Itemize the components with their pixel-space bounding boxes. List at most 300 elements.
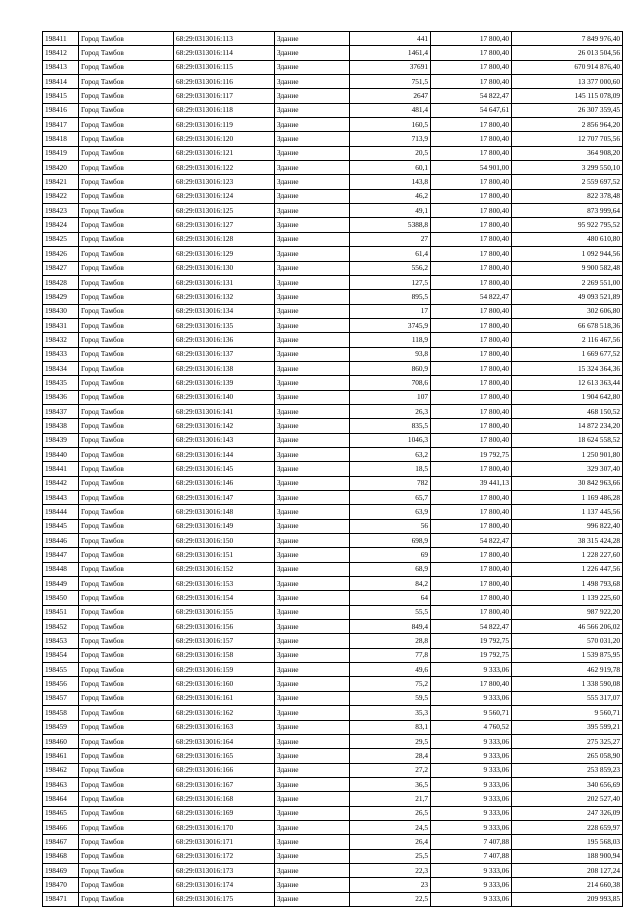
row-id-cell: 198451 xyxy=(43,605,79,619)
cadastral-number-cell: 68:29:0313016:121 xyxy=(174,146,275,160)
unit-value-cell: 17 800,40 xyxy=(431,404,512,418)
cadastral-value-cell: 1 338 590,08 xyxy=(512,677,623,691)
table-row xyxy=(43,605,623,619)
area-cell: 68,9 xyxy=(350,562,431,576)
cadastral-value-cell: 15 324 364,36 xyxy=(512,361,623,375)
cadastral-number-cell: 68:29:0313016:156 xyxy=(174,620,275,634)
locality-cell: Город Тамбов xyxy=(79,390,174,404)
area-cell: 1461,4 xyxy=(350,46,431,60)
object-type-cell: Здание xyxy=(275,878,350,892)
row-id-cell: 198432 xyxy=(43,333,79,347)
object-type-cell: Здание xyxy=(275,706,350,720)
row-id-cell: 198433 xyxy=(43,347,79,361)
unit-value-cell: 9 333,06 xyxy=(431,820,512,834)
unit-value-cell: 17 800,40 xyxy=(431,376,512,390)
row-id-cell: 198461 xyxy=(43,749,79,763)
cadastral-number-cell: 68:29:0313016:175 xyxy=(174,892,275,906)
object-type-cell: Здание xyxy=(275,89,350,103)
cadastral-value-cell: 1 250 901,80 xyxy=(512,447,623,461)
row-id-cell: 198440 xyxy=(43,447,79,461)
cadastral-value-cell: 996 822,40 xyxy=(512,519,623,533)
area-cell: 713,9 xyxy=(350,132,431,146)
cadastral-value-cell: 95 922 795,52 xyxy=(512,218,623,232)
area-cell: 63,9 xyxy=(350,505,431,519)
row-id-cell: 198413 xyxy=(43,60,79,74)
area-cell: 160,5 xyxy=(350,118,431,132)
unit-value-cell: 17 800,40 xyxy=(431,118,512,132)
row-id-cell: 198450 xyxy=(43,591,79,605)
object-type-cell: Здание xyxy=(275,347,350,361)
locality-cell: Город Тамбов xyxy=(79,792,174,806)
cadastral-value-cell: 66 678 518,36 xyxy=(512,318,623,332)
row-id-cell: 198471 xyxy=(43,892,79,906)
unit-value-cell: 9 333,06 xyxy=(431,749,512,763)
object-type-cell: Здание xyxy=(275,749,350,763)
unit-value-cell: 17 800,40 xyxy=(431,591,512,605)
row-id-cell: 198446 xyxy=(43,534,79,548)
cadastral-number-cell: 68:29:0313016:129 xyxy=(174,247,275,261)
cadastral-number-cell: 68:29:0313016:143 xyxy=(174,433,275,447)
cadastral-number-cell: 68:29:0313016:120 xyxy=(174,132,275,146)
cadastral-value-cell: 202 527,40 xyxy=(512,792,623,806)
row-id-cell: 198441 xyxy=(43,462,79,476)
cadastral-number-cell: 68:29:0313016:166 xyxy=(174,763,275,777)
locality-cell: Город Тамбов xyxy=(79,103,174,117)
row-id-cell: 198436 xyxy=(43,390,79,404)
unit-value-cell: 17 800,40 xyxy=(431,505,512,519)
area-cell: 27 xyxy=(350,232,431,246)
row-id-cell: 198459 xyxy=(43,720,79,734)
unit-value-cell: 17 800,40 xyxy=(431,677,512,691)
cadastral-number-cell: 68:29:0313016:148 xyxy=(174,505,275,519)
cadastral-value-cell: 987 922,20 xyxy=(512,605,623,619)
area-cell: 698,9 xyxy=(350,534,431,548)
area-cell: 21,7 xyxy=(350,792,431,806)
locality-cell: Город Тамбов xyxy=(79,60,174,74)
area-cell: 37691 xyxy=(350,60,431,74)
cadastral-value-cell: 670 914 876,40 xyxy=(512,60,623,74)
table-row xyxy=(43,290,623,304)
cadastral-value-cell: 395 599,21 xyxy=(512,720,623,734)
unit-value-cell: 17 800,40 xyxy=(431,433,512,447)
table-row xyxy=(43,32,623,46)
cadastral-number-cell: 68:29:0313016:149 xyxy=(174,519,275,533)
locality-cell: Город Тамбов xyxy=(79,605,174,619)
cadastral-number-cell: 68:29:0313016:124 xyxy=(174,189,275,203)
table-row xyxy=(43,534,623,548)
unit-value-cell: 4 760,52 xyxy=(431,720,512,734)
object-type-cell: Здание xyxy=(275,476,350,490)
object-type-cell: Здание xyxy=(275,232,350,246)
cadastral-number-cell: 68:29:0313016:163 xyxy=(174,720,275,734)
cadastral-number-cell: 68:29:0313016:174 xyxy=(174,878,275,892)
unit-value-cell: 17 800,40 xyxy=(431,132,512,146)
cadastral-number-cell: 68:29:0313016:139 xyxy=(174,376,275,390)
table-row xyxy=(43,648,623,662)
table-row xyxy=(43,749,623,763)
cadastral-value-cell: 9 560,71 xyxy=(512,706,623,720)
area-cell: 26,5 xyxy=(350,806,431,820)
area-cell: 5388,8 xyxy=(350,218,431,232)
row-id-cell: 198456 xyxy=(43,677,79,691)
row-id-cell: 198448 xyxy=(43,562,79,576)
unit-value-cell: 17 800,40 xyxy=(431,347,512,361)
locality-cell: Город Тамбов xyxy=(79,849,174,863)
unit-value-cell: 17 800,40 xyxy=(431,304,512,318)
row-id-cell: 198468 xyxy=(43,849,79,863)
cadastral-number-cell: 68:29:0313016:115 xyxy=(174,60,275,74)
object-type-cell: Здание xyxy=(275,792,350,806)
object-type-cell: Здание xyxy=(275,519,350,533)
locality-cell: Город Тамбов xyxy=(79,562,174,576)
row-id-cell: 198417 xyxy=(43,118,79,132)
cadastral-number-cell: 68:29:0313016:172 xyxy=(174,849,275,863)
cadastral-number-cell: 68:29:0313016:154 xyxy=(174,591,275,605)
table-row xyxy=(43,361,623,375)
cadastral-number-cell: 68:29:0313016:170 xyxy=(174,820,275,834)
cadastral-value-cell: 247 326,09 xyxy=(512,806,623,820)
row-id-cell: 198444 xyxy=(43,505,79,519)
unit-value-cell: 17 800,40 xyxy=(431,390,512,404)
row-id-cell: 198455 xyxy=(43,663,79,677)
locality-cell: Город Тамбов xyxy=(79,204,174,218)
cadastral-value-cell: 38 315 424,28 xyxy=(512,534,623,548)
row-id-cell: 198464 xyxy=(43,792,79,806)
table-row xyxy=(43,806,623,820)
object-type-cell: Здание xyxy=(275,648,350,662)
object-type-cell: Здание xyxy=(275,720,350,734)
row-id-cell: 198434 xyxy=(43,361,79,375)
row-id-cell: 198421 xyxy=(43,175,79,189)
object-type-cell: Здание xyxy=(275,806,350,820)
locality-cell: Город Тамбов xyxy=(79,505,174,519)
row-id-cell: 198426 xyxy=(43,247,79,261)
row-id-cell: 198415 xyxy=(43,89,79,103)
cadastral-number-cell: 68:29:0313016:151 xyxy=(174,548,275,562)
unit-value-cell: 7 407,88 xyxy=(431,849,512,863)
area-cell: 849,4 xyxy=(350,620,431,634)
cadastral-value-cell: 12 707 705,56 xyxy=(512,132,623,146)
area-cell: 49,6 xyxy=(350,663,431,677)
row-id-cell: 198466 xyxy=(43,820,79,834)
cadastral-value-cell: 462 919,78 xyxy=(512,663,623,677)
area-cell: 93,8 xyxy=(350,347,431,361)
object-type-cell: Здание xyxy=(275,376,350,390)
locality-cell: Город Тамбов xyxy=(79,548,174,562)
row-id-cell: 198452 xyxy=(43,620,79,634)
locality-cell: Город Тамбов xyxy=(79,361,174,375)
table-row xyxy=(43,706,623,720)
object-type-cell: Здание xyxy=(275,505,350,519)
unit-value-cell: 17 800,40 xyxy=(431,462,512,476)
row-id-cell: 198469 xyxy=(43,863,79,877)
cadastral-value-cell: 12 613 363,44 xyxy=(512,376,623,390)
cadastral-number-cell: 68:29:0313016:127 xyxy=(174,218,275,232)
area-cell: 63,2 xyxy=(350,447,431,461)
table-row xyxy=(43,75,623,89)
area-cell: 77,8 xyxy=(350,648,431,662)
data-table xyxy=(42,31,623,907)
locality-cell: Город Тамбов xyxy=(79,878,174,892)
locality-cell: Город Тамбов xyxy=(79,519,174,533)
area-cell: 69 xyxy=(350,548,431,562)
unit-value-cell: 17 800,40 xyxy=(431,333,512,347)
table-row xyxy=(43,60,623,74)
locality-cell: Город Тамбов xyxy=(79,648,174,662)
cadastral-value-cell: 2 269 551,00 xyxy=(512,275,623,289)
locality-cell: Город Тамбов xyxy=(79,290,174,304)
object-type-cell: Здание xyxy=(275,820,350,834)
cadastral-value-cell: 1 498 793,68 xyxy=(512,577,623,591)
row-id-cell: 198429 xyxy=(43,290,79,304)
row-id-cell: 198411 xyxy=(43,32,79,46)
area-cell: 3745,9 xyxy=(350,318,431,332)
locality-cell: Город Тамбов xyxy=(79,404,174,418)
table-row xyxy=(43,663,623,677)
cadastral-number-cell: 68:29:0313016:142 xyxy=(174,419,275,433)
locality-cell: Город Тамбов xyxy=(79,863,174,877)
locality-cell: Город Тамбов xyxy=(79,491,174,505)
unit-value-cell: 39 441,13 xyxy=(431,476,512,490)
row-id-cell: 198414 xyxy=(43,75,79,89)
object-type-cell: Здание xyxy=(275,534,350,548)
cadastral-number-cell: 68:29:0313016:158 xyxy=(174,648,275,662)
area-cell: 24,5 xyxy=(350,820,431,834)
locality-cell: Город Тамбов xyxy=(79,75,174,89)
cadastral-value-cell: 188 900,94 xyxy=(512,849,623,863)
locality-cell: Город Тамбов xyxy=(79,132,174,146)
row-id-cell: 198457 xyxy=(43,691,79,705)
row-id-cell: 198422 xyxy=(43,189,79,203)
area-cell: 23 xyxy=(350,878,431,892)
cadastral-value-cell: 340 656,69 xyxy=(512,777,623,791)
row-id-cell: 198442 xyxy=(43,476,79,490)
object-type-cell: Здание xyxy=(275,677,350,691)
row-id-cell: 198423 xyxy=(43,204,79,218)
cadastral-value-cell: 9 900 582,48 xyxy=(512,261,623,275)
unit-value-cell: 19 792,75 xyxy=(431,447,512,461)
area-cell: 18,5 xyxy=(350,462,431,476)
table-row xyxy=(43,634,623,648)
object-type-cell: Здание xyxy=(275,261,350,275)
cadastral-value-cell: 1 092 944,56 xyxy=(512,247,623,261)
row-id-cell: 198463 xyxy=(43,777,79,791)
locality-cell: Город Тамбов xyxy=(79,433,174,447)
locality-cell: Город Тамбов xyxy=(79,146,174,160)
cadastral-number-cell: 68:29:0313016:136 xyxy=(174,333,275,347)
locality-cell: Город Тамбов xyxy=(79,777,174,791)
row-id-cell: 198447 xyxy=(43,548,79,562)
cadastral-number-cell: 68:29:0313016:155 xyxy=(174,605,275,619)
cadastral-number-cell: 68:29:0313016:152 xyxy=(174,562,275,576)
cadastral-number-cell: 68:29:0313016:116 xyxy=(174,75,275,89)
locality-cell: Город Тамбов xyxy=(79,591,174,605)
cadastral-value-cell: 1 169 486,28 xyxy=(512,491,623,505)
table-row xyxy=(43,376,623,390)
row-id-cell: 198443 xyxy=(43,491,79,505)
unit-value-cell: 9 333,06 xyxy=(431,663,512,677)
cadastral-number-cell: 68:29:0313016:159 xyxy=(174,663,275,677)
unit-value-cell: 54 822,47 xyxy=(431,89,512,103)
table-row xyxy=(43,89,623,103)
cadastral-number-cell: 68:29:0313016:141 xyxy=(174,404,275,418)
object-type-cell: Здание xyxy=(275,103,350,117)
cadastral-value-cell: 2 559 697,52 xyxy=(512,175,623,189)
object-type-cell: Здание xyxy=(275,849,350,863)
object-type-cell: Здание xyxy=(275,663,350,677)
object-type-cell: Здание xyxy=(275,189,350,203)
object-type-cell: Здание xyxy=(275,447,350,461)
cadastral-value-cell: 3 299 550,10 xyxy=(512,161,623,175)
unit-value-cell: 17 800,40 xyxy=(431,419,512,433)
area-cell: 25,5 xyxy=(350,849,431,863)
row-id-cell: 198454 xyxy=(43,648,79,662)
cadastral-value-cell: 209 993,85 xyxy=(512,892,623,906)
unit-value-cell: 17 800,40 xyxy=(431,261,512,275)
cadastral-number-cell: 68:29:0313016:125 xyxy=(174,204,275,218)
table-row xyxy=(43,318,623,332)
object-type-cell: Здание xyxy=(275,204,350,218)
table-row xyxy=(43,734,623,748)
locality-cell: Город Тамбов xyxy=(79,333,174,347)
cadastral-value-cell: 468 150,52 xyxy=(512,404,623,418)
object-type-cell: Здание xyxy=(275,562,350,576)
table-row xyxy=(43,304,623,318)
table-row xyxy=(43,562,623,576)
object-type-cell: Здание xyxy=(275,433,350,447)
cadastral-number-cell: 68:29:0313016:114 xyxy=(174,46,275,60)
object-type-cell: Здание xyxy=(275,591,350,605)
locality-cell: Город Тамбов xyxy=(79,376,174,390)
object-type-cell: Здание xyxy=(275,404,350,418)
area-cell: 118,9 xyxy=(350,333,431,347)
table-row xyxy=(43,519,623,533)
table-row xyxy=(43,863,623,877)
area-cell: 61,4 xyxy=(350,247,431,261)
area-cell: 27,2 xyxy=(350,763,431,777)
cadastral-number-cell: 68:29:0313016:130 xyxy=(174,261,275,275)
locality-cell: Город Тамбов xyxy=(79,749,174,763)
table-row xyxy=(43,189,623,203)
unit-value-cell: 17 800,40 xyxy=(431,46,512,60)
unit-value-cell: 7 407,88 xyxy=(431,835,512,849)
table-row xyxy=(43,390,623,404)
table-row xyxy=(43,835,623,849)
area-cell: 84,2 xyxy=(350,577,431,591)
cadastral-value-cell: 2 856 964,20 xyxy=(512,118,623,132)
locality-cell: Город Тамбов xyxy=(79,218,174,232)
cadastral-number-cell: 68:29:0313016:113 xyxy=(174,32,275,46)
table-row xyxy=(43,161,623,175)
cadastral-value-cell: 26 307 359,45 xyxy=(512,103,623,117)
unit-value-cell: 9 333,06 xyxy=(431,763,512,777)
table-row xyxy=(43,404,623,418)
unit-value-cell: 17 800,40 xyxy=(431,247,512,261)
object-type-cell: Здание xyxy=(275,605,350,619)
cadastral-number-cell: 68:29:0313016:140 xyxy=(174,390,275,404)
cadastral-value-cell: 228 659,97 xyxy=(512,820,623,834)
cadastral-number-cell: 68:29:0313016:160 xyxy=(174,677,275,691)
cadastral-value-cell: 822 378,48 xyxy=(512,189,623,203)
locality-cell: Город Тамбов xyxy=(79,663,174,677)
table-row xyxy=(43,491,623,505)
unit-value-cell: 17 800,40 xyxy=(431,75,512,89)
object-type-cell: Здание xyxy=(275,491,350,505)
cadastral-number-cell: 68:29:0313016:147 xyxy=(174,491,275,505)
object-type-cell: Здание xyxy=(275,247,350,261)
row-id-cell: 198418 xyxy=(43,132,79,146)
unit-value-cell: 17 800,40 xyxy=(431,491,512,505)
locality-cell: Город Тамбов xyxy=(79,89,174,103)
area-cell: 29,5 xyxy=(350,734,431,748)
area-cell: 1046,3 xyxy=(350,433,431,447)
unit-value-cell: 17 800,40 xyxy=(431,361,512,375)
area-cell: 36,5 xyxy=(350,777,431,791)
locality-cell: Город Тамбов xyxy=(79,247,174,261)
cadastral-value-cell: 480 610,80 xyxy=(512,232,623,246)
table-row xyxy=(43,118,623,132)
locality-cell: Город Тамбов xyxy=(79,118,174,132)
table-body xyxy=(43,32,623,907)
table-row xyxy=(43,232,623,246)
area-cell: 28,8 xyxy=(350,634,431,648)
table-row xyxy=(43,691,623,705)
object-type-cell: Здание xyxy=(275,863,350,877)
row-id-cell: 198465 xyxy=(43,806,79,820)
locality-cell: Город Тамбов xyxy=(79,534,174,548)
cadastral-number-cell: 68:29:0313016:150 xyxy=(174,534,275,548)
cadastral-number-cell: 68:29:0313016:134 xyxy=(174,304,275,318)
area-cell: 127,5 xyxy=(350,275,431,289)
area-cell: 107 xyxy=(350,390,431,404)
locality-cell: Город Тамбов xyxy=(79,620,174,634)
unit-value-cell: 17 800,40 xyxy=(431,232,512,246)
cadastral-value-cell: 329 307,40 xyxy=(512,462,623,476)
unit-value-cell: 17 800,40 xyxy=(431,562,512,576)
object-type-cell: Здание xyxy=(275,32,350,46)
row-id-cell: 198420 xyxy=(43,161,79,175)
unit-value-cell: 54 822,47 xyxy=(431,290,512,304)
locality-cell: Город Тамбов xyxy=(79,232,174,246)
unit-value-cell: 17 800,40 xyxy=(431,218,512,232)
cadastral-value-cell: 14 872 234,20 xyxy=(512,419,623,433)
area-cell: 46,2 xyxy=(350,189,431,203)
cadastral-number-cell: 68:29:0313016:117 xyxy=(174,89,275,103)
cadastral-number-cell: 68:29:0313016:146 xyxy=(174,476,275,490)
object-type-cell: Здание xyxy=(275,390,350,404)
cadastral-value-cell: 214 660,38 xyxy=(512,878,623,892)
locality-cell: Город Тамбов xyxy=(79,720,174,734)
cadastral-value-cell: 49 093 521,89 xyxy=(512,290,623,304)
table-row xyxy=(43,577,623,591)
area-cell: 26,4 xyxy=(350,835,431,849)
cadastral-value-cell: 302 606,80 xyxy=(512,304,623,318)
table-row xyxy=(43,792,623,806)
unit-value-cell: 17 800,40 xyxy=(431,275,512,289)
unit-value-cell: 54 822,47 xyxy=(431,620,512,634)
object-type-cell: Здание xyxy=(275,75,350,89)
cadastral-number-cell: 68:29:0313016:119 xyxy=(174,118,275,132)
unit-value-cell: 17 800,40 xyxy=(431,60,512,74)
cadastral-value-cell: 195 568,03 xyxy=(512,835,623,849)
object-type-cell: Здание xyxy=(275,419,350,433)
area-cell: 22,3 xyxy=(350,863,431,877)
cadastral-value-cell: 1 228 227,60 xyxy=(512,548,623,562)
unit-value-cell: 9 333,06 xyxy=(431,892,512,906)
table-row xyxy=(43,333,623,347)
cadastral-number-cell: 68:29:0313016:167 xyxy=(174,777,275,791)
locality-cell: Город Тамбов xyxy=(79,261,174,275)
